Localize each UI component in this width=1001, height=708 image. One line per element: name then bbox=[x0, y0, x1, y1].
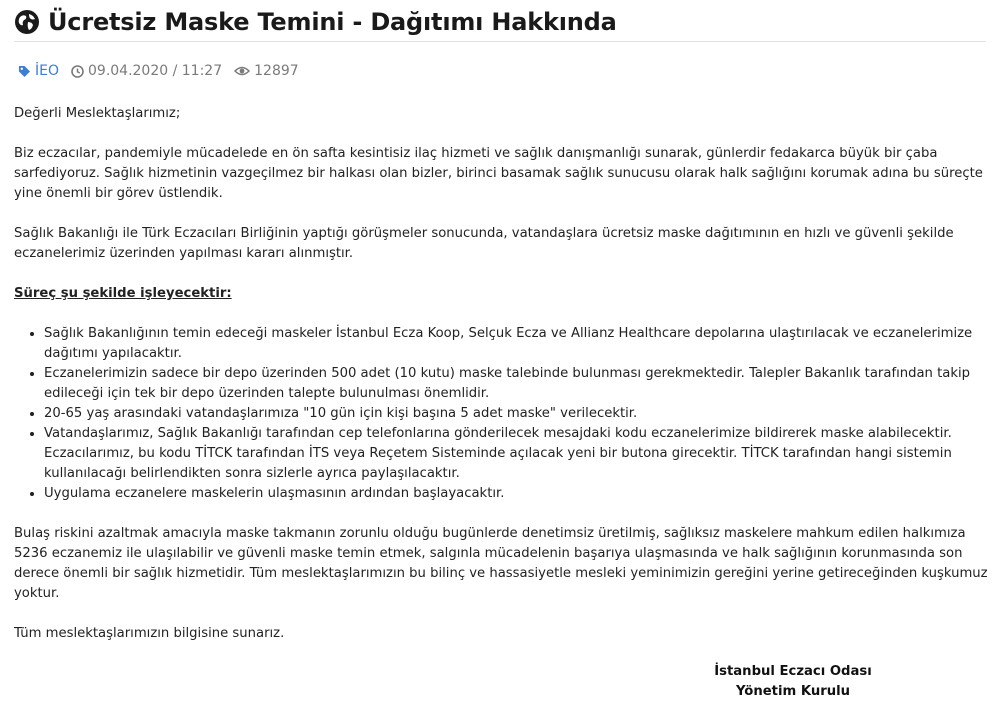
paragraph-decision: Sağlık Bakanlığı ile Türk Eczacıları Birliğinin yaptığı görüşmeler sonucunda, vatandaşlara ücretsiz maske dağıtımının en hızlı ve güvenli şekilde eczanelerimiz üzerinden yapılması kararı alınmıştır. bbox=[14, 226, 954, 261]
list-item: • Vatandaşlarımız, Sağlık Bakanlığı tarafından cep telefonlarına gönderilecek mesajdaki kodu eczanelerimize bildirerek maske alabilecektir. Eczacılarımız, bu kodu TİTCK tarafından İTS veya Reçetem Sisteminde açılacak yeni bir butona girecektir. TİTCK tarafından hangi sistemin kullanılacağı belirlendikten sonra sizlerle ayrıca paylaşılacaktır. bbox=[44, 424, 988, 484]
tag-icon bbox=[18, 65, 31, 78]
article-header bbox=[14, 8, 986, 42]
category-tag[interactable] bbox=[18, 63, 59, 79]
paragraph-closing: Bulaş riskini azaltmak amacıyla maske takmanın zorunlu olduğu bugünlerde denetimsiz üretilmiş, sağlıksız maskelere mahkum edilen halkımıza 5236 eczanemiz ile ulaşılabilir ve güvenli maske temin etmek, salgınla mücadelenin başarıya ulaşmasında ve halk sağlığının korunmasında son derece önemli bir sağlık hizmetidir. Tüm meslektaşlarımızın bu bilinç ve hassasiyetle mesleki yeminimizin gereğini yerine getireceğinden kuşkumuz yoktur. bbox=[14, 526, 988, 601]
process-list bbox=[14, 324, 988, 504]
article-body bbox=[14, 104, 988, 644]
article-meta bbox=[18, 63, 311, 79]
process-heading: Süreç şu şekilde işleyecektir: bbox=[14, 286, 232, 301]
list-item: • Eczanelerimizin sadece bir depo üzerinden 500 adet (10 kutu) maske talebinde bulunması gerekmektedir. Talepler Bakanlık tarafından takip edileceği için tek bir depo üzerinden talepte bulunulması önemlidir. bbox=[44, 364, 988, 404]
views-text: 12897 bbox=[254, 63, 299, 79]
eye-icon bbox=[234, 65, 250, 77]
tag-link[interactable]: İEO bbox=[35, 63, 59, 79]
globe-icon bbox=[14, 9, 40, 35]
clock-icon bbox=[71, 65, 84, 78]
signature-block bbox=[700, 662, 886, 702]
page-title: Ücretsiz Maske Temini - Dağıtımı Hakkında bbox=[48, 8, 617, 36]
date-text: 09.04.2020 / 11:27 bbox=[88, 63, 223, 79]
list-item: • 20-65 yaş arasındaki vatandaşlarımıza "10 gün için kişi başına 5 adet maske" verilecektir. bbox=[44, 404, 988, 424]
article-date bbox=[71, 63, 222, 79]
info-line: Tüm meslektaşlarımızın bilgisine sunarız. bbox=[14, 626, 285, 641]
signature-org: İstanbul Eczacı Odası bbox=[714, 664, 872, 679]
list-item: • Uygulama eczanelere maskelerin ulaşmasının ardından başlayacaktır. bbox=[44, 484, 988, 504]
signature-board: Yönetim Kurulu bbox=[735, 684, 851, 699]
paragraph-intro: Biz eczacılar, pandemiyle mücadelede en ön safta kesintisiz ilaç hizmeti ve sağlık danışmanlığı sunarak, günlerdir fedakarca büyük bir çaba sarfediyoruz. Sağlık hizmetinin vazgeçilmez bir halkası olan bizler, birinci basamak sağlık sunucusu olarak halk sağlığını korumak adına bu süreçte yine önemli bir görev üstlendik. bbox=[14, 146, 983, 201]
view-count bbox=[234, 63, 299, 79]
greeting: Değerli Meslektaşlarımız; bbox=[14, 106, 181, 121]
list-item: • Sağlık Bakanlığının temin edeceği maskeler İstanbul Ecza Koop, Selçuk Ecza ve Allianz Healthcare depolarına ulaştırılacak ve eczanelerimize dağıtımı yapılacaktır. bbox=[44, 324, 988, 364]
